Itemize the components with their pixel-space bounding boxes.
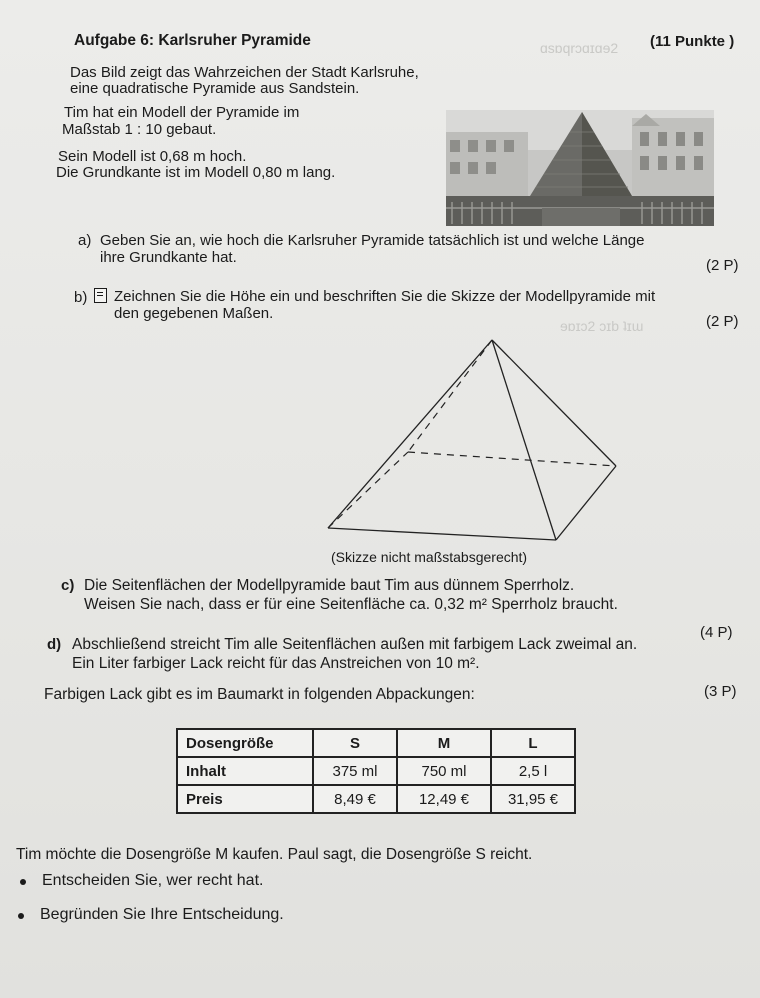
task-d-text: Farbigen Lack gibt es im Baumarkt in folgenden Abpackungen: — [44, 686, 475, 703]
bleed-through-text: ɑsɒqrɔɑɪɑɘ2 — [540, 40, 619, 56]
task-d-text: Abschließend streicht Tim alle Seitenflächen außen mit farbigem Lack zweimal an. — [72, 636, 638, 653]
task-d-label: d) — [47, 636, 62, 653]
table-cell: 750 ml — [397, 757, 491, 785]
task-d-text: Ein Liter farbiger Lack reicht für das Anstreichen von 10 m². — [72, 655, 480, 672]
table-row-label: Inhalt — [177, 757, 313, 785]
intro-line: Maßstab 1 : 10 gebaut. — [62, 121, 217, 138]
table-cell: 2,5 l — [491, 757, 575, 785]
sketch-edge — [328, 528, 556, 540]
task-a-text: Geben Sie an, wie hoch die Karlsruher Pyramide tatsächlich ist und welche Länge — [100, 232, 645, 249]
bullet-item: Begründen Sie Ihre Entscheidung. — [40, 906, 284, 923]
task-c-label: c) — [61, 577, 75, 594]
intro-line: Das Bild zeigt das Wahrzeichen der Stadt Karlsruhe, — [70, 64, 419, 81]
bullet-item: Entscheiden Sie, wer recht hat. — [42, 872, 264, 889]
pyramid-photo-illustration — [446, 110, 714, 226]
sketch-edge — [492, 340, 556, 540]
sketch-hidden-edge — [328, 452, 408, 528]
task-a-points: (2 P) — [706, 257, 739, 274]
task-b-label: b) — [74, 289, 88, 306]
table-cell: 8,49 € — [313, 785, 397, 813]
intro-line: eine quadratische Pyramide aus Sandstein. — [70, 80, 360, 97]
table-cell: 375 ml — [313, 757, 397, 785]
table-row-label: Preis — [177, 785, 313, 813]
table-header-cell: Dosengröße — [177, 729, 313, 757]
sketch-edge — [328, 340, 492, 528]
task-c-text: Die Seitenflächen der Modellpyramide baut Tim aus dünnem Sperrholz. — [84, 577, 575, 594]
task-title: Aufgabe 6: Karlsruher Pyramide — [74, 32, 311, 49]
task-c-points: (4 P) — [700, 624, 733, 641]
pyramid-sketch — [320, 330, 640, 560]
sketch-edge — [556, 466, 616, 540]
table-header-cell: L — [491, 729, 575, 757]
sketch-edge — [492, 340, 616, 466]
pencil-icon — [94, 288, 107, 303]
task-b-text: Zeichnen Sie die Höhe ein und beschriften Sie die Skizze der Modellpyramide mit — [114, 288, 656, 305]
table-cell: 12,49 € — [397, 785, 491, 813]
karlsruhe-pyramid-photo — [446, 110, 714, 226]
task-c-text: Weisen Sie nach, dass er für eine Seitenfläche ca. 0,32 m² Sperrholz braucht. — [84, 596, 618, 613]
table-header-cell: M — [397, 729, 491, 757]
sketch-caption: (Skizze nicht maßstabsgerecht) — [331, 549, 528, 565]
bleed-through-text: ɘɒɪɔ2 ɔɪb ʇɪɯ — [560, 318, 644, 334]
intro-line: Tim hat ein Modell der Pyramide im — [64, 104, 300, 121]
sketch-hidden-edge — [408, 340, 492, 452]
task-d-text: Tim möchte die Dosengröße M kaufen. Paul sagt, die Dosengröße S reicht. — [16, 846, 533, 863]
task-b-points: (2 P) — [706, 313, 739, 330]
paint-can-table — [176, 728, 576, 814]
bullet-dot — [18, 913, 24, 919]
task-d-points: (3 P) — [704, 683, 737, 700]
table-row — [177, 729, 575, 757]
sketch-hidden-edge — [408, 452, 616, 466]
table-cell: 31,95 € — [491, 785, 575, 813]
table-row — [177, 785, 575, 813]
intro-line: Die Grundkante ist im Modell 0,80 m lang. — [56, 164, 336, 181]
total-points: (11 Punkte ) — [650, 33, 735, 50]
task-a-text: ihre Grundkante hat. — [100, 249, 237, 266]
table-header-cell: S — [313, 729, 397, 757]
task-a-label: a) — [78, 232, 92, 249]
intro-line: Sein Modell ist 0,68 m hoch. — [58, 148, 247, 165]
task-b-text: den gegebenen Maßen. — [114, 305, 274, 322]
table-row — [177, 757, 575, 785]
bullet-dot — [20, 879, 26, 885]
